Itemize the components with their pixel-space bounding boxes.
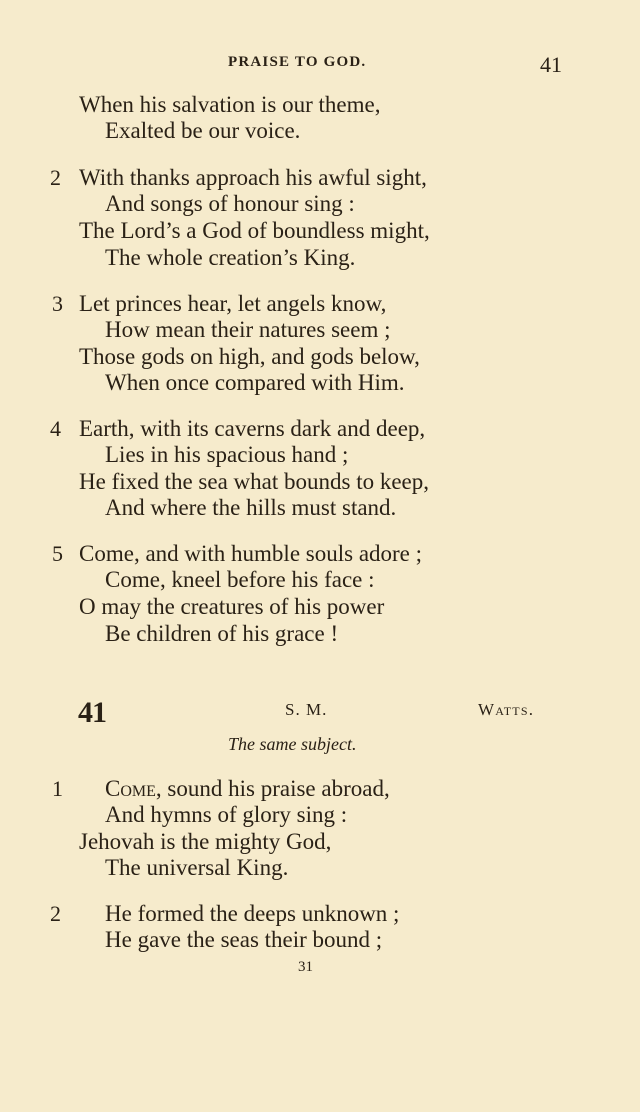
hymn-meter: S. M. <box>285 700 328 719</box>
running-head <box>0 52 640 76</box>
verse-line <box>105 776 390 802</box>
verse-line-rest: sound his praise abroad, <box>161 776 390 801</box>
stanza-number: 2 <box>50 901 61 926</box>
verse-line: And hymns of glory sing : <box>105 802 348 827</box>
stanza-number: 4 <box>50 416 61 441</box>
verse-line: Those gods on high, and gods below, <box>79 344 420 369</box>
verse-line: Lies in his spacious hand ; <box>105 442 349 467</box>
verse-line: O may the creatures of his power <box>79 594 385 619</box>
first-word: Come, <box>105 776 162 801</box>
verse-line: He gave the seas their bound ; <box>105 927 383 952</box>
verse-line: The Lord’s a God of boundless might, <box>79 218 430 243</box>
page-number: 41 <box>540 52 562 77</box>
verse-line: Come, and with humble souls adore ; <box>79 541 423 566</box>
verse-line: When once compared with Him. <box>105 370 405 395</box>
verse-line: Jehovah is the mighty God, <box>79 829 332 854</box>
verse-line: Exalted be our voice. <box>105 118 301 143</box>
signature-mark: 31 <box>298 959 313 975</box>
stanza-number: 3 <box>52 291 63 316</box>
hymn-subject: The same subject. <box>228 734 357 754</box>
verse-line: And songs of honour sing : <box>105 191 355 216</box>
verse-line: The universal King. <box>105 855 289 880</box>
verse-line: Come, kneel before his face : <box>105 567 375 592</box>
verse-line: How mean their natures seem ; <box>105 317 391 342</box>
hymn-heading <box>0 696 640 730</box>
verse-line: Let princes hear, let angels know, <box>79 291 387 316</box>
verse-line: Earth, with its caverns dark and deep, <box>79 416 426 441</box>
hymn-author: Watts. <box>478 700 535 719</box>
verse-line: And where the hills must stand. <box>105 495 397 520</box>
verse-line: He formed the deeps unknown ; <box>105 901 400 926</box>
verse-line: The whole creation’s King. <box>105 245 356 270</box>
running-title: PRAISE TO GOD. <box>228 54 367 70</box>
stanza-number: 5 <box>52 541 63 566</box>
verse-line: When his salvation is our theme, <box>79 92 381 117</box>
stanza-number: 1 <box>52 776 63 801</box>
stanza-number: 2 <box>50 165 61 190</box>
verse-line: He fixed the sea what bounds to keep, <box>79 469 430 494</box>
hymn-number: 41 <box>78 696 106 729</box>
verse-line: With thanks approach his awful sight, <box>79 165 427 190</box>
verse-line: Be children of his grace ! <box>105 621 339 646</box>
